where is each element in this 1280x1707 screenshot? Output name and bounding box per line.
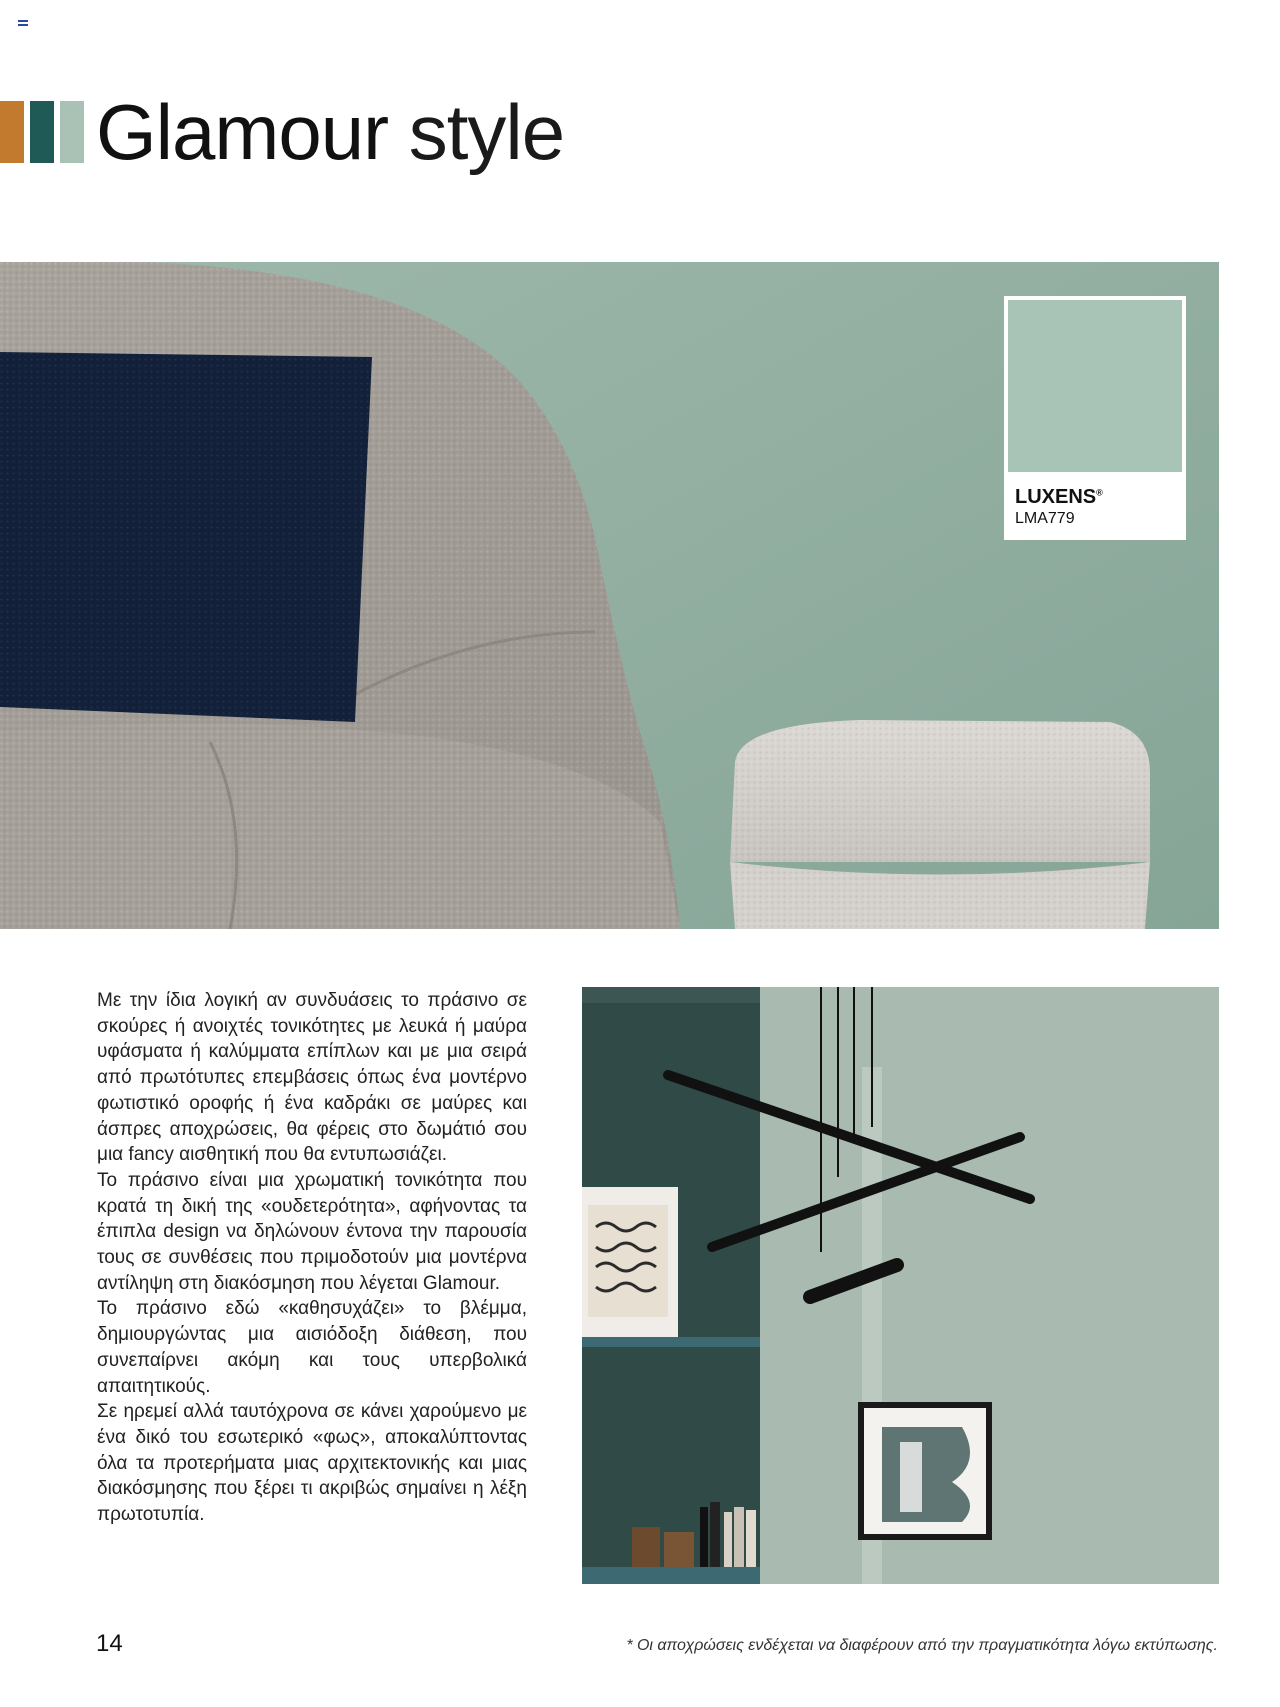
page-title bbox=[96, 84, 564, 180]
swatch-color-chip bbox=[1008, 300, 1182, 472]
color-bars-decoration bbox=[0, 101, 84, 163]
sage-bar bbox=[60, 101, 84, 163]
article-body bbox=[97, 988, 527, 1528]
paragraph: Σε ηρεμεί αλλά ταυτόχρονα σε κάνει χαρούμενο με ένα δικό του εσωτερικό «φως», αποκαλύπτοντας όλα τα προτερήματα μιας αρχιτεκτονικής και μιας διακόσμησης που ξέρει τι ακριβώς σημαίνει η λέξη πρωτοτυπία. bbox=[97, 1401, 527, 1526]
title-word-glamour: Glamour bbox=[96, 88, 389, 176]
color-swatch-card bbox=[1004, 296, 1186, 540]
print-disclaimer: * Οι αποχρώσεις ενδέχεται να διαφέρουν από την πραγματικότητα λόγω εκτύπωσης. bbox=[626, 1637, 1218, 1654]
paragraph: Το πράσινο εδώ «καθησυχάζει» το βλέμμα, δημιουργώντας μια αισιόδοξη διάθεση, που συνεπαίρνει ακόμη και τους υπερβολικά απαιτητικούς. bbox=[97, 1298, 527, 1397]
title-word-style: style bbox=[408, 88, 565, 176]
language-flag-icon bbox=[18, 20, 28, 26]
swatch-brand-name: LUXENS bbox=[1015, 486, 1097, 508]
swatch-brand bbox=[1015, 486, 1103, 509]
interior-photo-lamp bbox=[582, 987, 1219, 1584]
swatch-code: LMA779 bbox=[1015, 510, 1075, 527]
registered-mark: ® bbox=[1096, 487, 1103, 498]
paragraph: Με την ίδια λογική αν συνδυάσεις το πράσινο σε σκούρες ή ανοιχτές τονικότητες με λευκά ή μαύρα υφάσματα ή καλύμματα επίπλων και με μια σειρά από πρωτότυπες επεμβάσεις όπως ένα μοντέρνο φωτιστικό οροφής ή ένα καδράκι σε μαύρες και άσπρες αποχρώσεις, θα φέρεις στο δωμάτιό σου μια fancy αισθητική που θα εντυπωσιάζει. bbox=[97, 990, 527, 1166]
page-number: 14 bbox=[96, 1630, 123, 1657]
teal-bar bbox=[30, 101, 54, 163]
paragraph: Το πράσινο είναι μια χρωματική τονικότητα που κρατά τη δική της «ουδετερότητα», αφήνοντας τα έπιπλα design να δηλώνουν έντονα την παρουσία τους σε συνθέσεις που πριμοδοτούν μια μοντέρνα αντίληψη στη διακόσμηση που λέγεται Glamour. bbox=[97, 1169, 527, 1294]
orange-bar bbox=[0, 101, 24, 163]
